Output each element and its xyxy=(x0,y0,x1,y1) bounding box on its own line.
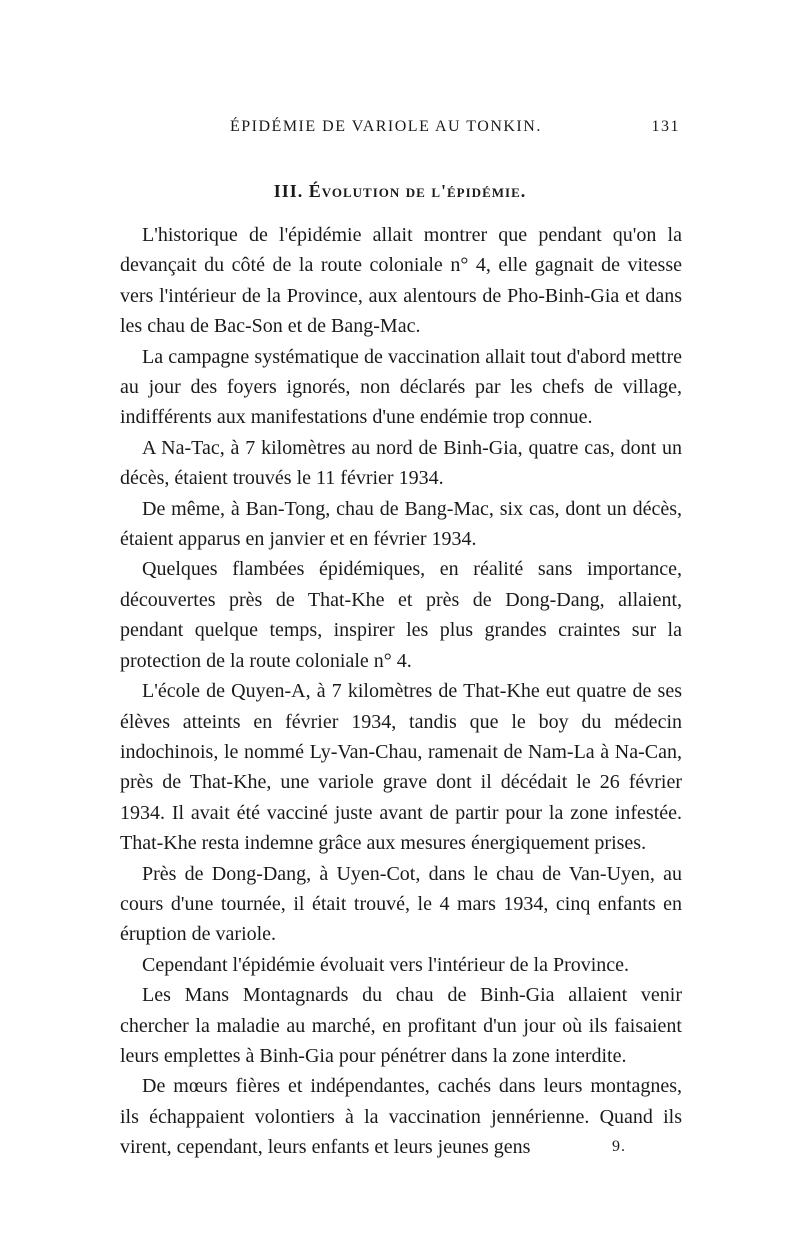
paragraph: Près de Dong-Dang, à Uyen-Cot, dans le chau de Van-Uyen, au cours d'une tournée, il était trouvé, le 4 mars 1934, cinq enfants en éruption de variole. xyxy=(120,862,682,946)
page-number: 131 xyxy=(651,118,680,135)
signature-mark: 9. xyxy=(612,1138,626,1155)
paragraph: Quelques flambées épidémiques, en réalité sans importance, découvertes près de That-Khe et près de Dong-Dang, allaient, pendant quelque temps, inspirer les plus grandes craintes sur la protection de la route coloniale n° 4. xyxy=(120,558,682,672)
body-text xyxy=(120,220,682,1163)
paragraph: Les Mans Montagnards du chau de Binh-Gia allaient venir chercher la maladie au marché, en profitant d'un jour où ils faisaient leurs emplettes à Binh-Gia pour pénétrer dans la zone interdite. xyxy=(120,984,682,1067)
paragraph: De même, à Ban-Tong, chau de Bang-Mac, six cas, dont un décès, étaient apparus en janvier et en février 1934. xyxy=(120,497,682,551)
paragraph: L'école de Quyen-A, à 7 kilomètres de That-Khe eut quatre de ses élèves atteints en février 1934, tandis que le boy du médecin indochinois, le nommé Ly-Van-Chau, ramenait de Nam-La à Na-Can, près de That-Khe, une variole grave dont il décédait le 26 février 1934. Il avait été vacciné juste avant de partir pour la zone infestée. That-Khe resta indemne grâce aux mesures énergiquement prises. xyxy=(120,680,682,855)
paragraph: L'historique de l'épidémie allait montrer que pendant qu'on la devançait du côté de la route coloniale n° 4, elle gagnait de vitesse vers l'intérieur de la Province, aux alentours de Pho-Binh-Gia et dans les chau de Bac-Son et de Bang-Mac. xyxy=(120,224,682,338)
paragraph: De mœurs fières et indépendantes, cachés dans leurs montagnes, ils échappaient volontiers à la vaccination jennérienne. Quand ils virent, cependant, leurs enfants et leurs jeunes gens xyxy=(120,1075,682,1159)
running-title: ÉPIDÉMIE DE VARIOLE AU TONKIN. xyxy=(230,118,542,135)
paragraph: La campagne systématique de vaccination allait tout d'abord mettre au jour des foyers ignorés, non déclarés par les chefs de village, indifférents aux manifestations d'une endémie trop connue. xyxy=(120,345,682,429)
paragraph: Cependant l'épidémie évoluait vers l'intérieur de la Province. xyxy=(142,953,630,976)
section-title: III. Évolution de l'épidémie. xyxy=(273,181,527,201)
paragraph: A Na-Tac, à 7 kilomètres au nord de Binh-Gia, quatre cas, dont un décès, étaient trouvés le 11 février 1934. xyxy=(120,436,682,490)
